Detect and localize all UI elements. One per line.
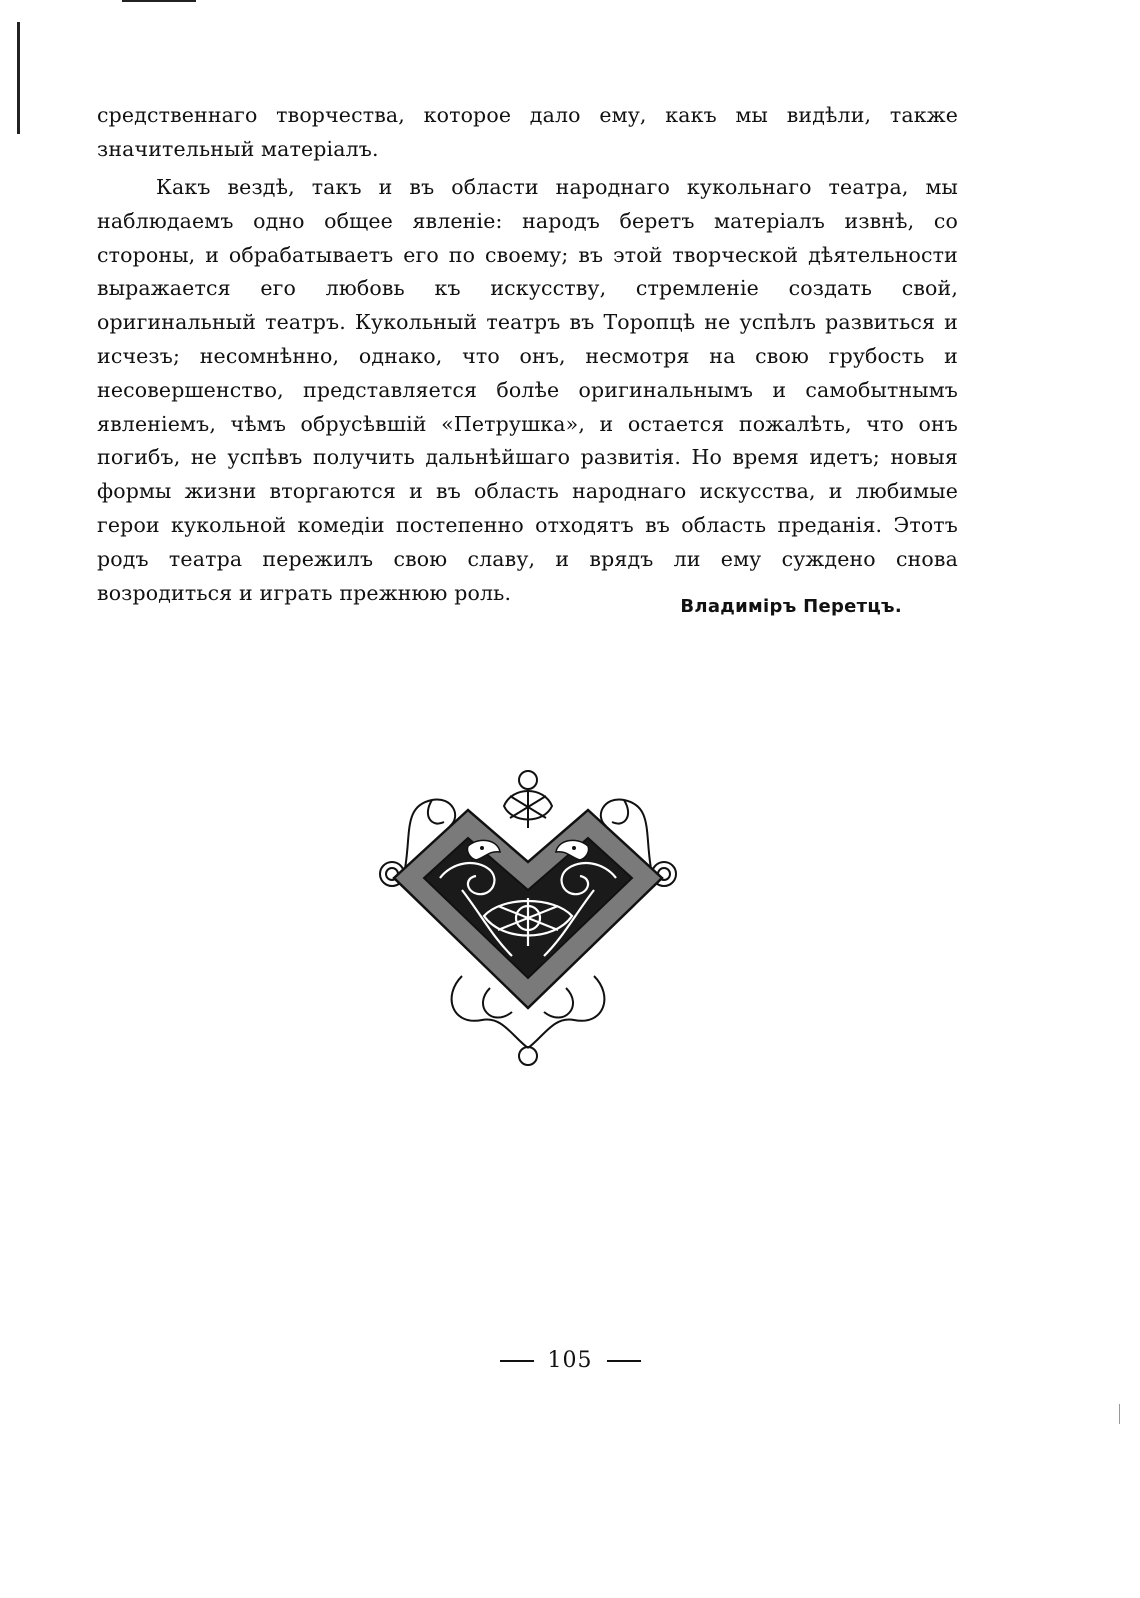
author-signature: Владиміръ Перетцъ. (680, 596, 902, 617)
page-number-dash-right (607, 1360, 641, 1362)
page-number-value: 105 (547, 1348, 593, 1373)
left-vine-curl (428, 800, 444, 824)
scan-edge-line-top (122, 0, 196, 2)
right-inner-curl (544, 988, 573, 1018)
page-number-dash-left (500, 1360, 534, 1362)
bottom-knot-ring (519, 1047, 537, 1065)
paragraph-continuation: средственнаго творчества, которое дало ему, какъ мы видѣли, также значительный матеріалъ. (97, 103, 958, 161)
right-beast-eye (572, 846, 576, 850)
left-inner-curl (483, 988, 512, 1018)
page-number (0, 1348, 1140, 1373)
scan-edge-line-left (17, 22, 20, 134)
paragraph-main: Какъ вездѣ, такъ и въ области народнаго кукольнаго театра, мы наблюдаемъ одно общее явленіе: народъ беретъ матеріалъ извнѣ, со стороны, и обрабатываетъ его по своему; въ этой творческой дѣятельности выражается его любовь къ искусству, стремленіе создать свой, оригинальный театръ. Кукольный театръ въ Торопцѣ не успѣлъ развиться и исчезъ; несомнѣнно, однако, что онъ, несмотря на свою грубость и несовершенство, представляется болѣе оригинальнымъ и самобытнымъ явленіемъ, чѣмъ обрусѣвшій «Петрушка», и остается пожалѣть, что онъ погибъ, не успѣвъ получить дальнѣйшаго развитія. Но время идетъ; новыя формы жизни вторгаются и въ область народнаго искусства, и любимые герои кукольной комедіи постепенно отходятъ въ область преданія. Этотъ родъ театра пережилъ свою славу, и врядъ ли ему суждено снова возродиться и играть прежнюю роль. (97, 175, 958, 605)
right-vine-curl (612, 800, 628, 824)
left-beast-eye (480, 846, 484, 850)
top-knot-ring (519, 771, 537, 789)
scan-edge-line-right (1119, 1404, 1120, 1424)
celtic-heart-ornament (372, 766, 684, 1070)
